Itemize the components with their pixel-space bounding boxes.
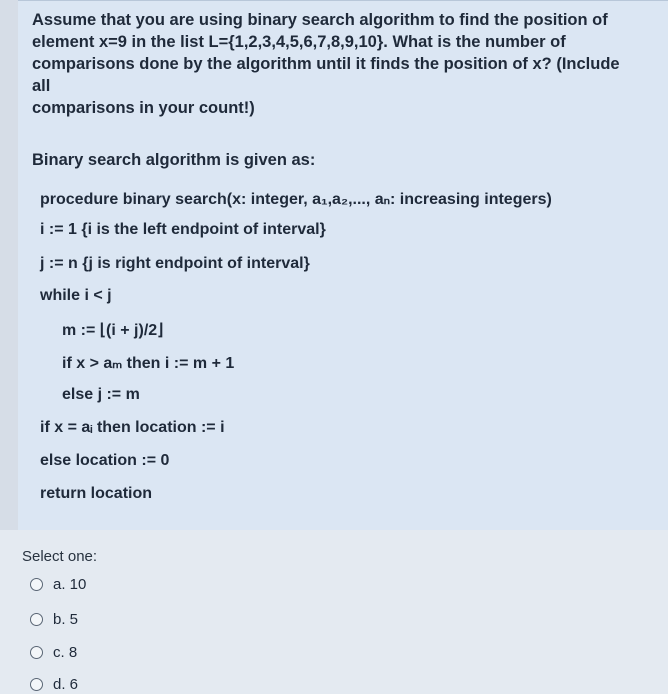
algo-line-m: m := ⌊(i + j)/2⌋ <box>62 322 164 339</box>
radio-button[interactable] <box>30 613 43 626</box>
answer-option-c[interactable] <box>30 644 77 661</box>
radio-button[interactable] <box>30 578 43 591</box>
answer-option-d[interactable] <box>30 676 78 693</box>
question-line: comparisons done by the algorithm until it finds the position of x? (Include all <box>32 55 620 95</box>
question-line: element x=9 in the list L={1,2,3,4,5,6,7,8,9,10}. What is the number of <box>32 33 566 51</box>
answer-option-b[interactable] <box>30 611 78 628</box>
question-line: comparisons in your count!) <box>32 99 255 117</box>
radio-button[interactable] <box>30 678 43 691</box>
algo-line-else-j: else j := m <box>62 386 140 403</box>
question-text <box>32 9 632 119</box>
answer-panel <box>0 530 668 694</box>
algo-line-else-location: else location := 0 <box>40 452 170 469</box>
algo-line-i-init: i := 1 {i is the left endpoint of interval} <box>40 221 326 238</box>
algo-line-procedure: procedure binary search(x: integer, a₁,a₂,..., aₙ: increasing integers) <box>40 191 552 208</box>
question-panel <box>18 0 668 531</box>
algo-line-if-x-gt: if x > aₘ then i := m + 1 <box>62 355 235 372</box>
algo-line-while: while i < j <box>40 287 112 304</box>
answer-option-label: c. 8 <box>53 644 78 661</box>
select-one-label: Select one: <box>22 548 98 565</box>
answer-option-label: b. 5 <box>53 611 79 628</box>
algo-line-if-x-eq: if x = aᵢ then location := i <box>40 419 225 436</box>
radio-button[interactable] <box>30 646 43 659</box>
algorithm-intro: Binary search algorithm is given as: <box>32 151 316 169</box>
algo-line-j-init: j := n {j is right endpoint of interval} <box>40 255 310 272</box>
answer-option-label: d. 6 <box>53 676 79 693</box>
answer-option-a[interactable] <box>30 576 86 593</box>
algo-line-return: return location <box>40 485 153 502</box>
answer-option-label: a. 10 <box>53 576 87 593</box>
question-line: Assume that you are using binary search algorithm to find the position of <box>32 11 608 29</box>
